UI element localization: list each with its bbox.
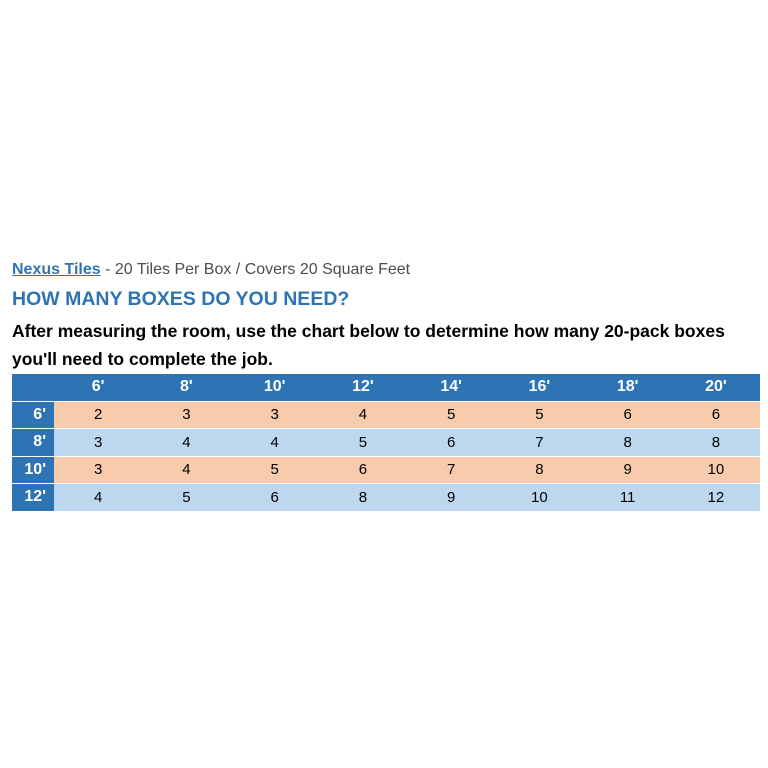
- table-cell: 8: [319, 484, 407, 511]
- table-cell: 3: [54, 429, 142, 457]
- table-cell: 6: [407, 429, 495, 457]
- table-cell: 2: [54, 401, 142, 429]
- column-header: 6': [54, 374, 142, 402]
- table-cell: 9: [407, 484, 495, 511]
- table-cell: 4: [231, 429, 319, 457]
- table-cell: 10: [495, 484, 583, 511]
- table-cell: 5: [495, 401, 583, 429]
- table-cell: 5: [319, 429, 407, 457]
- row-header: 10': [12, 456, 54, 484]
- column-header: 14': [407, 374, 495, 402]
- table-cell: 6: [672, 401, 760, 429]
- table-cell: 4: [142, 456, 230, 484]
- table-cell: 4: [142, 429, 230, 457]
- brand-link[interactable]: Nexus Tiles: [12, 261, 101, 278]
- row-header: 12': [12, 484, 54, 511]
- column-header: 16': [495, 374, 583, 402]
- corner-cell: [12, 374, 54, 402]
- table-cell: 3: [54, 456, 142, 484]
- table-cell: 5: [407, 401, 495, 429]
- table-cell: 12: [672, 484, 760, 511]
- table-cell: 8: [495, 456, 583, 484]
- table-cell: 10: [672, 456, 760, 484]
- question-heading: HOW MANY BOXES DO YOU NEED?: [12, 288, 350, 310]
- sizing-guide: [12, 258, 760, 511]
- instructions-text: After measuring the room, use the chart below to determine how many 20-pack boxes you'll need to complete the job.: [12, 321, 725, 369]
- table-cell: 5: [142, 484, 230, 511]
- table-row: [12, 429, 760, 457]
- table-cell: 3: [142, 401, 230, 429]
- table-cell: 8: [584, 429, 672, 457]
- table-row: [12, 401, 760, 429]
- table-cell: 4: [54, 484, 142, 511]
- table-cell: 3: [231, 401, 319, 429]
- table-cell: 11: [584, 484, 672, 511]
- row-header: 6': [12, 401, 54, 429]
- brand-line: [12, 258, 760, 282]
- table-cell: 7: [407, 456, 495, 484]
- column-header: 8': [142, 374, 230, 402]
- table-cell: 6: [319, 456, 407, 484]
- table-cell: 7: [495, 429, 583, 457]
- table-row: [12, 484, 760, 511]
- table-cell: 5: [231, 456, 319, 484]
- column-header: 12': [319, 374, 407, 402]
- column-header: 20': [672, 374, 760, 402]
- table-cell: 4: [319, 401, 407, 429]
- column-header: 10': [231, 374, 319, 402]
- column-header: 18': [584, 374, 672, 402]
- boxes-chart-table: [12, 373, 760, 511]
- table-cell: 9: [584, 456, 672, 484]
- brand-description: - 20 Tiles Per Box / Covers 20 Square Feet: [100, 261, 411, 278]
- row-header: 8': [12, 429, 54, 457]
- table-row: [12, 456, 760, 484]
- table-cell: 8: [672, 429, 760, 457]
- table-header-row: [12, 374, 760, 402]
- table-cell: 6: [584, 401, 672, 429]
- table-cell: 6: [231, 484, 319, 511]
